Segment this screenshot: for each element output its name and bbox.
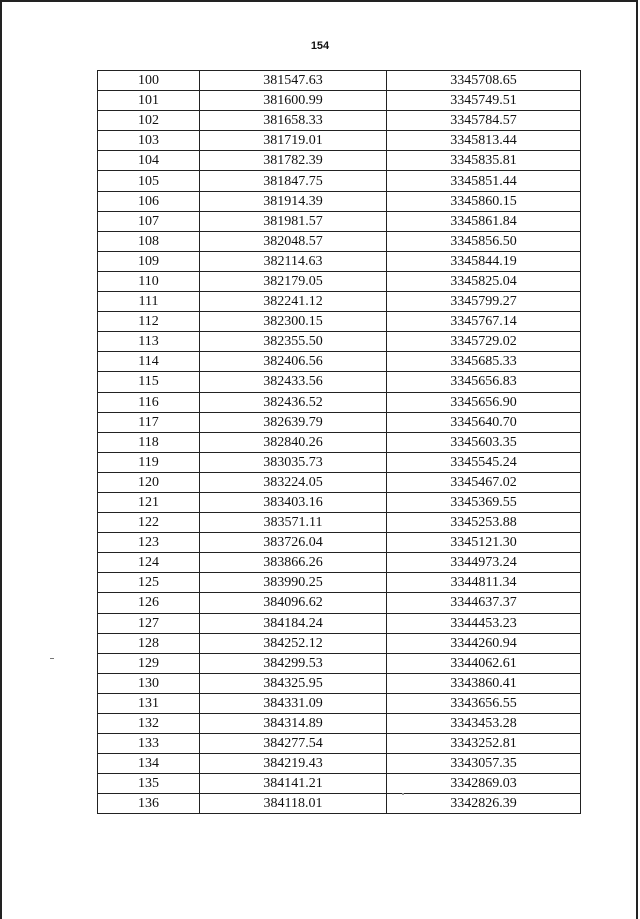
table-row <box>98 693 581 713</box>
easting-cell: 382355.50 <box>200 332 387 352</box>
table-row <box>98 432 581 452</box>
table-row <box>98 352 581 372</box>
northing-cell: 3345861.84 <box>387 211 581 231</box>
northing-cell: 3342826.39 <box>387 794 581 814</box>
easting-cell: 384096.62 <box>200 593 387 613</box>
table-row <box>98 412 581 432</box>
point-id-cell: 102 <box>98 111 200 131</box>
northing-cell: 3345253.88 <box>387 513 581 533</box>
table-row <box>98 633 581 653</box>
table-row <box>98 151 581 171</box>
easting-cell: 384277.54 <box>200 734 387 754</box>
easting-cell: 382114.63 <box>200 251 387 271</box>
scan-speck <box>50 658 54 659</box>
point-id-cell: 123 <box>98 533 200 553</box>
easting-cell: 383571.11 <box>200 513 387 533</box>
northing-cell: 3345799.27 <box>387 292 581 312</box>
table-row <box>98 714 581 734</box>
table-row <box>98 332 581 352</box>
point-id-cell: 132 <box>98 714 200 734</box>
northing-cell: 3345856.50 <box>387 231 581 251</box>
northing-cell: 3345729.02 <box>387 332 581 352</box>
table-row <box>98 613 581 633</box>
table-row <box>98 131 581 151</box>
easting-cell: 382406.56 <box>200 352 387 372</box>
northing-cell: 3344453.23 <box>387 613 581 633</box>
table-row <box>98 673 581 693</box>
table-row <box>98 271 581 291</box>
point-id-cell: 101 <box>98 91 200 111</box>
table-row <box>98 251 581 271</box>
easting-cell: 381782.39 <box>200 151 387 171</box>
point-id-cell: 134 <box>98 754 200 774</box>
easting-cell: 382436.52 <box>200 392 387 412</box>
point-id-cell: 110 <box>98 271 200 291</box>
easting-cell: 384299.53 <box>200 653 387 673</box>
easting-cell: 381847.75 <box>200 171 387 191</box>
point-id-cell: 130 <box>98 673 200 693</box>
northing-cell: 3343656.55 <box>387 693 581 713</box>
table-row <box>98 774 581 794</box>
northing-cell: 3344811.34 <box>387 573 581 593</box>
table-row <box>98 392 581 412</box>
easting-cell: 384252.12 <box>200 633 387 653</box>
northing-cell: 3345844.19 <box>387 251 581 271</box>
easting-cell: 383726.04 <box>200 533 387 553</box>
easting-cell: 384325.95 <box>200 673 387 693</box>
northing-cell: 3345784.57 <box>387 111 581 131</box>
point-id-cell: 118 <box>98 432 200 452</box>
northing-cell: 3343453.28 <box>387 714 581 734</box>
easting-cell: 382433.56 <box>200 372 387 392</box>
table-row <box>98 573 581 593</box>
table-row <box>98 312 581 332</box>
easting-cell: 383866.26 <box>200 553 387 573</box>
table-row <box>98 211 581 231</box>
point-id-cell: 121 <box>98 492 200 512</box>
point-id-cell: 124 <box>98 553 200 573</box>
easting-cell: 383224.05 <box>200 472 387 492</box>
easting-cell: 383035.73 <box>200 452 387 472</box>
page-border-top <box>0 0 638 2</box>
point-id-cell: 105 <box>98 171 200 191</box>
point-id-cell: 131 <box>98 693 200 713</box>
table-row <box>98 171 581 191</box>
point-id-cell: 100 <box>98 71 200 91</box>
point-id-cell: 116 <box>98 392 200 412</box>
easting-cell: 384184.24 <box>200 613 387 633</box>
table-row <box>98 734 581 754</box>
northing-cell: 3345369.55 <box>387 492 581 512</box>
table-row <box>98 111 581 131</box>
northing-cell: 3343252.81 <box>387 734 581 754</box>
easting-cell: 382048.57 <box>200 231 387 251</box>
table-row <box>98 492 581 512</box>
table-row <box>98 452 581 472</box>
point-id-cell: 111 <box>98 292 200 312</box>
northing-cell: 3345860.15 <box>387 191 581 211</box>
table-row <box>98 754 581 774</box>
table-row <box>98 71 581 91</box>
easting-cell: 384141.21 <box>200 774 387 794</box>
table-row <box>98 653 581 673</box>
easting-cell: 383990.25 <box>200 573 387 593</box>
easting-cell: 381981.57 <box>200 211 387 231</box>
northing-cell: 3345640.70 <box>387 412 581 432</box>
table-row <box>98 472 581 492</box>
northing-cell: 3345835.81 <box>387 151 581 171</box>
northing-cell: 3345656.83 <box>387 372 581 392</box>
northing-cell: 3345749.51 <box>387 91 581 111</box>
northing-cell: 3343860.41 <box>387 673 581 693</box>
northing-cell: 3345851.44 <box>387 171 581 191</box>
page-border-left <box>0 0 2 919</box>
point-id-cell: 133 <box>98 734 200 754</box>
northing-cell: 3345767.14 <box>387 312 581 332</box>
table-row <box>98 533 581 553</box>
easting-cell: 382300.15 <box>200 312 387 332</box>
easting-cell: 382639.79 <box>200 412 387 432</box>
coordinates-table-body <box>98 71 581 814</box>
easting-cell: 383403.16 <box>200 492 387 512</box>
table-row <box>98 513 581 533</box>
easting-cell: 382241.12 <box>200 292 387 312</box>
point-id-cell: 125 <box>98 573 200 593</box>
table-row <box>98 191 581 211</box>
point-id-cell: 135 <box>98 774 200 794</box>
point-id-cell: 107 <box>98 211 200 231</box>
table-row <box>98 794 581 814</box>
point-id-cell: 112 <box>98 312 200 332</box>
point-id-cell: 136 <box>98 794 200 814</box>
easting-cell: 384118.01 <box>200 794 387 814</box>
page-number: 154 <box>310 40 330 52</box>
point-id-cell: 104 <box>98 151 200 171</box>
point-id-cell: 117 <box>98 412 200 432</box>
easting-cell: 381658.33 <box>200 111 387 131</box>
point-id-cell: 128 <box>98 633 200 653</box>
point-id-cell: 120 <box>98 472 200 492</box>
easting-cell: 384314.89 <box>200 714 387 734</box>
easting-cell: 381914.39 <box>200 191 387 211</box>
point-id-cell: 126 <box>98 593 200 613</box>
easting-cell: 382840.26 <box>200 432 387 452</box>
northing-cell: 3345121.30 <box>387 533 581 553</box>
point-id-cell: 113 <box>98 332 200 352</box>
northing-cell: 3344637.37 <box>387 593 581 613</box>
point-id-cell: 114 <box>98 352 200 372</box>
northing-cell: 3345467.02 <box>387 472 581 492</box>
northing-cell: 3343057.35 <box>387 754 581 774</box>
easting-cell: 381547.63 <box>200 71 387 91</box>
northing-cell: 3345708.65 <box>387 71 581 91</box>
point-id-cell: 129 <box>98 653 200 673</box>
point-id-cell: 122 <box>98 513 200 533</box>
table-row <box>98 292 581 312</box>
coordinates-table <box>97 70 581 814</box>
northing-cell: 3344260.94 <box>387 633 581 653</box>
scan-dot <box>402 793 404 795</box>
table-row <box>98 372 581 392</box>
easting-cell: 384331.09 <box>200 693 387 713</box>
point-id-cell: 115 <box>98 372 200 392</box>
easting-cell: 381719.01 <box>200 131 387 151</box>
point-id-cell: 109 <box>98 251 200 271</box>
northing-cell: 3345545.24 <box>387 452 581 472</box>
easting-cell: 382179.05 <box>200 271 387 291</box>
northing-cell: 3345685.33 <box>387 352 581 372</box>
point-id-cell: 106 <box>98 191 200 211</box>
easting-cell: 384219.43 <box>200 754 387 774</box>
table-row <box>98 231 581 251</box>
easting-cell: 381600.99 <box>200 91 387 111</box>
table-row <box>98 593 581 613</box>
northing-cell: 3345825.04 <box>387 271 581 291</box>
northing-cell: 3344973.24 <box>387 553 581 573</box>
point-id-cell: 127 <box>98 613 200 633</box>
point-id-cell: 108 <box>98 231 200 251</box>
northing-cell: 3342869.03 <box>387 774 581 794</box>
table-row <box>98 553 581 573</box>
point-id-cell: 119 <box>98 452 200 472</box>
table-row <box>98 91 581 111</box>
northing-cell: 3345603.35 <box>387 432 581 452</box>
point-id-cell: 103 <box>98 131 200 151</box>
northing-cell: 3344062.61 <box>387 653 581 673</box>
northing-cell: 3345813.44 <box>387 131 581 151</box>
page-border-right <box>636 0 638 919</box>
northing-cell: 3345656.90 <box>387 392 581 412</box>
